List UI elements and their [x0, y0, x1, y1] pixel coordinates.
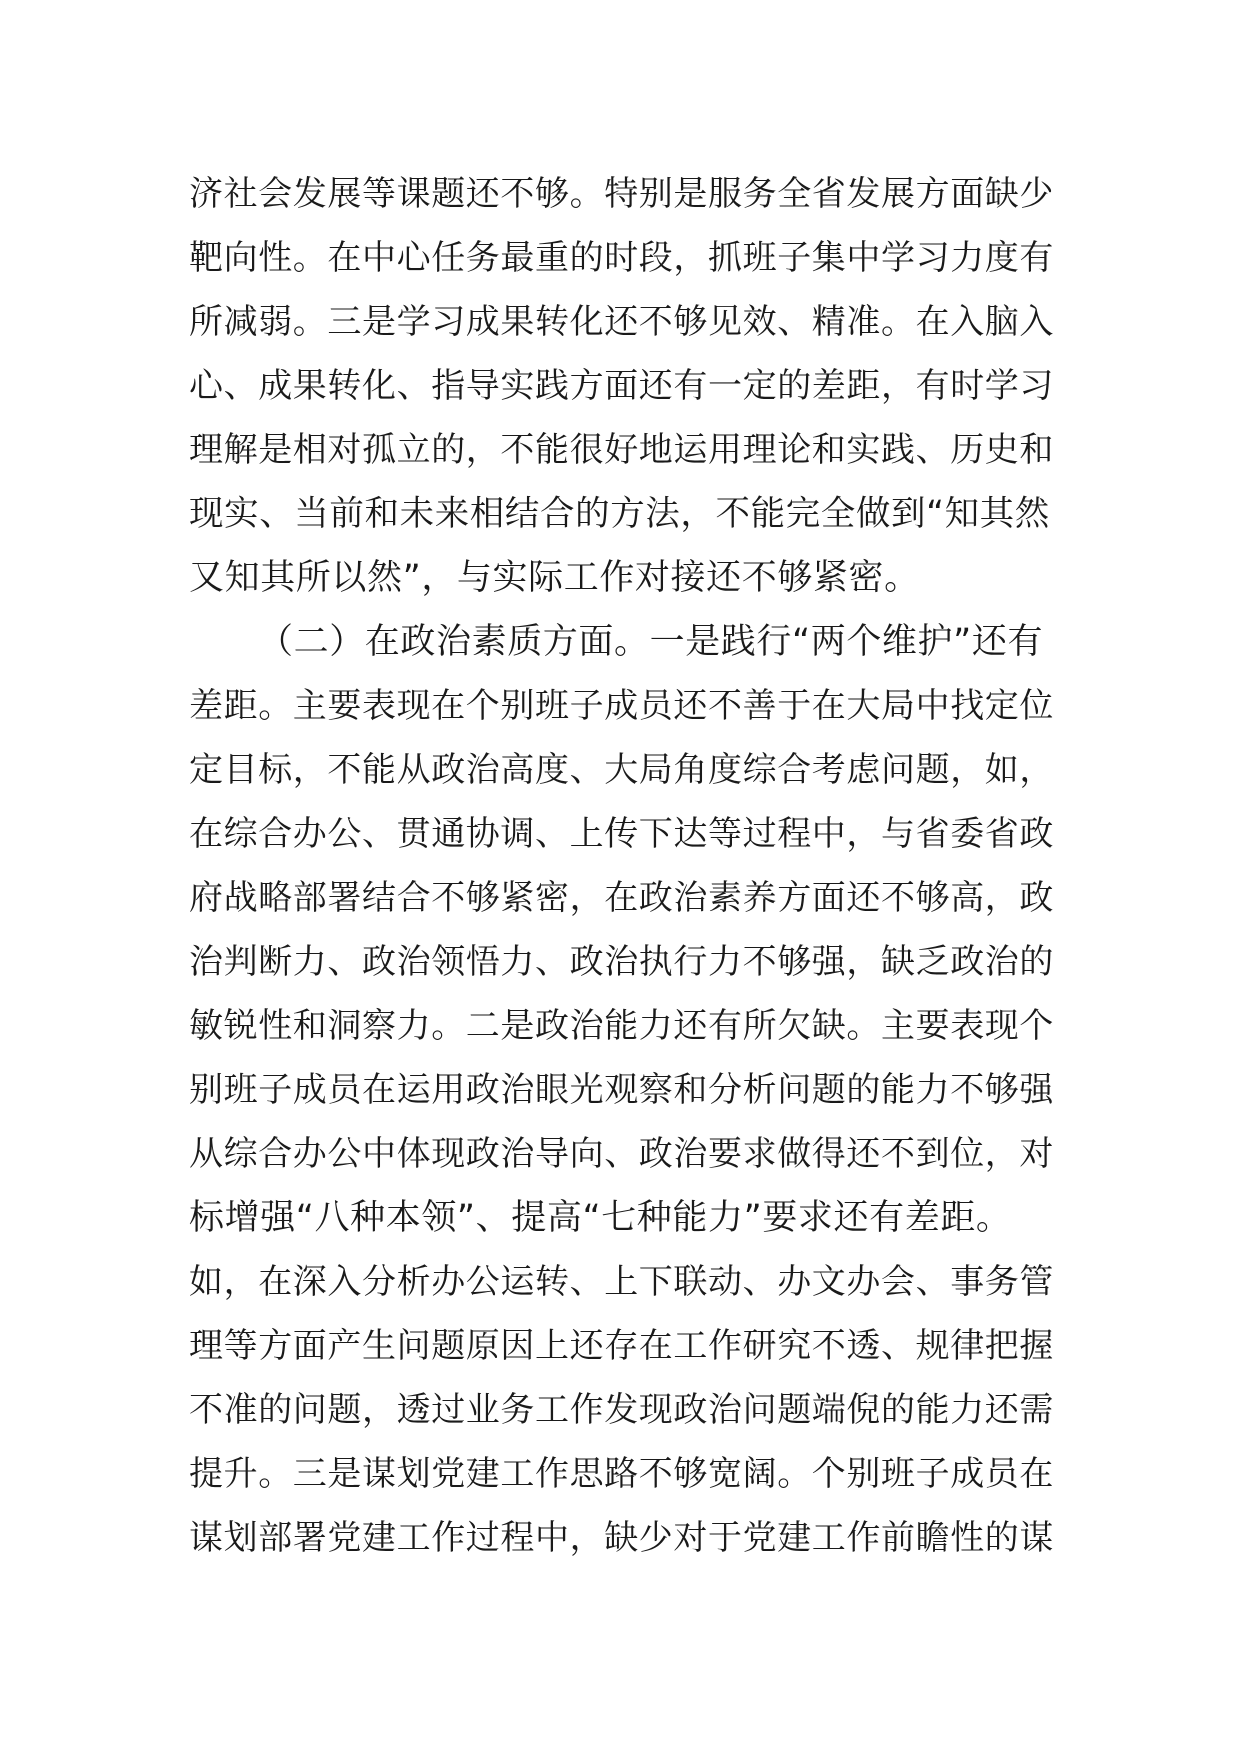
text-line: 敏锐性和洞察力。二是政治能力还有所欠缺。主要表现个 [189, 1006, 1054, 1046]
text-line: 差距。主要表现在个别班子成员还不善于在大局中找定位 [189, 686, 1054, 726]
text-line: 府战略部署结合不够紧密，在政治素养方面还不够高，政 [189, 878, 1054, 918]
text-line: 治判断力、政治领悟力、政治执行力不够强，缺乏政治的 [189, 942, 1054, 982]
text-line: 别班子成员在运用政治眼光观察和分析问题的能力不够强 [189, 1070, 1054, 1110]
text-line: 靶向性。在中心任务最重的时段，抓班子集中学习力度有 [189, 238, 1054, 278]
section-heading-line: （二）在政治素质方面。一是践行“两个维护”还有 [258, 622, 1044, 662]
text-line: 如，在深入分析办公运转、上下联动、办文办会、事务管 [189, 1262, 1054, 1302]
text-line: 现实、当前和未来相结合的方法，不能完全做到“知其然 [189, 494, 1050, 534]
text-line: 从综合办公中体现政治导向、政治要求做得还不到位，对 [189, 1134, 1054, 1174]
text-line: 又知其所以然”，与实际工作对接还不够紧密。 [189, 558, 920, 598]
text-line: 不准的问题，透过业务工作发现政治问题端倪的能力还需 [189, 1390, 1054, 1430]
text-line: 在综合办公、贯通协调、上传下达等过程中，与省委省政 [189, 814, 1054, 854]
text-line: 所减弱。三是学习成果转化还不够见效、精准。在入脑入 [189, 302, 1054, 342]
text-line: 理等方面产生问题原因上还存在工作研究不透、规律把握 [189, 1326, 1054, 1366]
text-line: 标增强“八种本领”、提高“七种能力”要求还有差距。 [189, 1198, 1012, 1238]
text-line: 心、成果转化、指导实践方面还有一定的差距，有时学习 [189, 366, 1054, 406]
text-line: 济社会发展等课题还不够。特别是服务全省发展方面缺少 [189, 174, 1054, 214]
text-line: 提升。三是谋划党建工作思路不够宽阔。个别班子成员在 [189, 1454, 1054, 1494]
text-line: 谋划部署党建工作过程中，缺少对于党建工作前瞻性的谋 [189, 1518, 1054, 1558]
text-line: 理解是相对孤立的，不能很好地运用理论和实践、历史和 [189, 430, 1054, 470]
text-line: 定目标，不能从政治高度、大局角度综合考虑问题，如， [189, 750, 1054, 790]
